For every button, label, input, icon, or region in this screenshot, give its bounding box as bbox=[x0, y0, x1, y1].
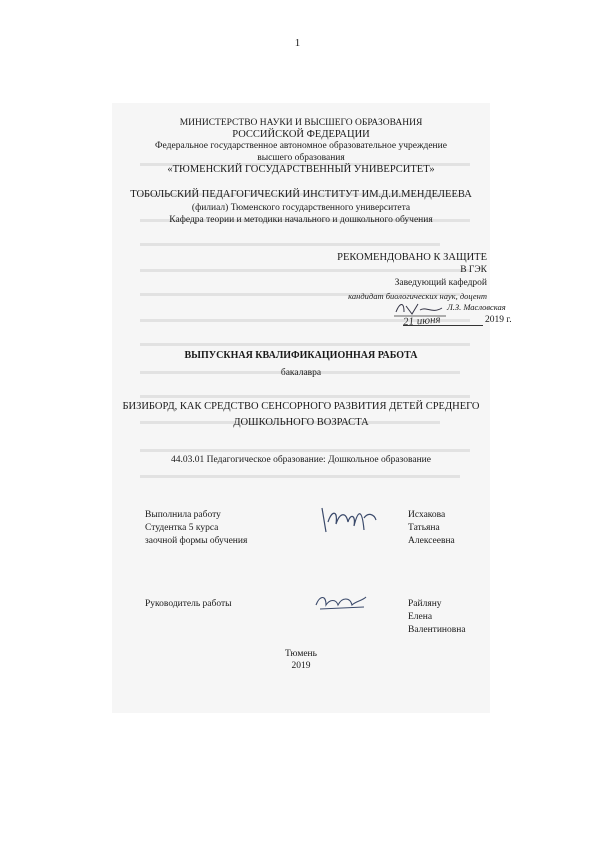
year: 2019 bbox=[291, 661, 311, 671]
supervisor-patronymic: Валентиновна bbox=[408, 625, 466, 635]
author-first-name: Татьяна bbox=[408, 523, 440, 533]
institution-type-line: Федеральное государственное автономное образовательное учреждение bbox=[155, 141, 447, 151]
head-degree: кандидат биологических наук, доцент bbox=[348, 291, 487, 301]
country-line: РОССИЙСКОЙ ФЕДЕРАЦИИ bbox=[232, 129, 370, 140]
university-name: «ТЮМЕНСКИЙ ГОСУДАРСТВЕННЫЙ УНИВЕРСИТЕТ» bbox=[167, 164, 435, 175]
approval-date-handwritten: 21 июня bbox=[402, 313, 441, 329]
supervisor-label: Руководитель работы bbox=[145, 599, 232, 609]
page-number: 1 bbox=[294, 37, 301, 49]
supervisor-signature-icon bbox=[312, 591, 370, 615]
author-label-1: Выполнила работу bbox=[145, 510, 221, 520]
author-label-3: заочной формы обучения bbox=[145, 536, 248, 546]
city: Тюмень bbox=[285, 649, 317, 659]
education-level-line: высшего образования bbox=[257, 153, 345, 163]
approval-year: 2019 г. bbox=[485, 315, 512, 325]
supervisor-surname: Райляну bbox=[408, 599, 442, 609]
author-patronymic: Алексеевна bbox=[408, 536, 455, 546]
recommended-line: РЕКОМЕНДОВАНО К ЗАЩИТЕ bbox=[337, 252, 487, 263]
institute-name: ТОБОЛЬСКИЙ ПЕДАГОГИЧЕСКИЙ ИНСТИТУТ ИМ.Д.И.МЕНДЕЛЕЕВА bbox=[130, 189, 472, 200]
department-line: Кафедра теории и методики начального и дошкольного обучения bbox=[169, 215, 433, 225]
topic-line-1: БИЗИБОРД, КАК СРЕДСТВО СЕНСОРНОГО РАЗВИТИЯ ДЕТЕЙ СРЕДНЕГО bbox=[122, 401, 480, 412]
supervisor-first-name: Елена bbox=[408, 612, 433, 622]
topic-line-2: ДОШКОЛЬНОГО ВОЗРАСТА bbox=[233, 417, 369, 428]
head-label: Заведующий кафедрой bbox=[394, 278, 487, 288]
author-label-2: Студентка 5 курса bbox=[145, 523, 219, 533]
head-name: Л.З. Масловская bbox=[447, 302, 506, 312]
committee-line: В ГЭК bbox=[460, 265, 487, 275]
degree: бакалавра bbox=[280, 368, 322, 378]
author-signature-icon bbox=[318, 502, 378, 536]
work-type: ВЫПУСКНАЯ КВАЛИФИКАЦИОННАЯ РАБОТА bbox=[184, 350, 418, 361]
ministry-line: МИНИСТЕРСТВО НАУКИ И ВЫСШЕГО ОБРАЗОВАНИЯ bbox=[179, 118, 423, 128]
date-underline bbox=[403, 325, 483, 326]
branch-line: (филиал) Тюменского государственного университета bbox=[191, 203, 411, 213]
specialty: 44.03.01 Педагогическое образование: Дошкольное образование bbox=[171, 455, 431, 465]
author-surname: Исхакова bbox=[408, 510, 446, 520]
